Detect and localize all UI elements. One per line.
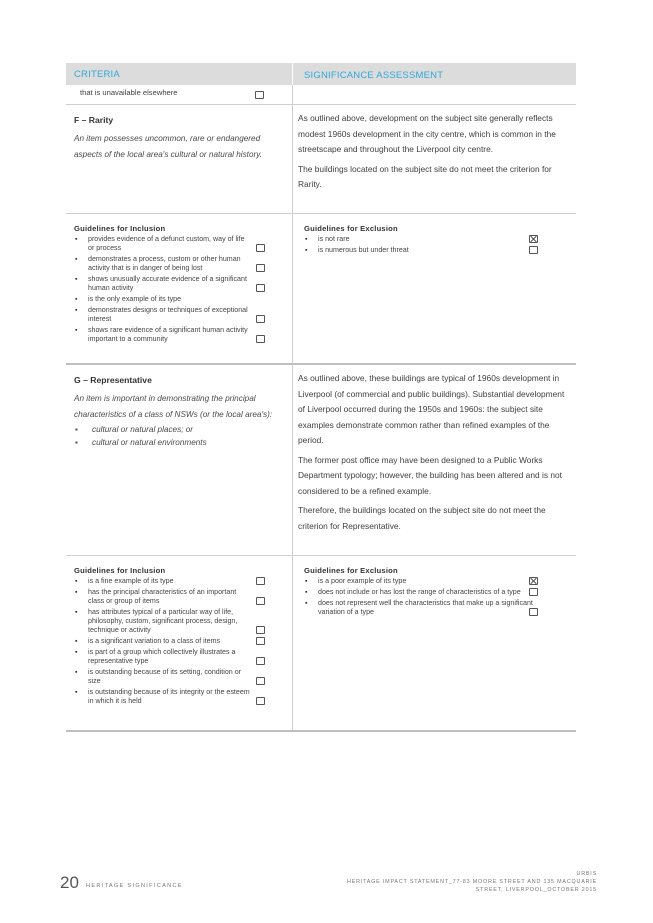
representative-exclusion-list xyxy=(304,577,576,617)
checkbox[interactable] xyxy=(256,284,265,292)
list-item: ▪ demonstrates a process, custom or other human activity that is in danger of being lost xyxy=(74,255,292,273)
list-item: ▪ does not represent well the characteristics that make up a significant variation of a type xyxy=(304,599,576,617)
representative-exclusion-title: Guidelines for Exclusion xyxy=(304,566,398,575)
representative-inclusion-title: Guidelines for Inclusion xyxy=(74,566,166,575)
footer-company: URBIS xyxy=(576,871,597,877)
checkbox[interactable] xyxy=(529,246,538,254)
list-item: ▪ demonstrates designs or techniques of exceptional interest xyxy=(74,306,292,324)
representative-guidelines-row xyxy=(66,556,576,732)
list-item: ▪ is numerous but under threat xyxy=(304,246,576,255)
criteria-table xyxy=(66,63,576,732)
list-item: ▪ cultural or natural environments xyxy=(74,436,288,449)
rarity-guidelines-row xyxy=(66,214,576,365)
list-item: ▪ has the principal characteristics of an important class or group of items xyxy=(74,588,292,606)
representative-row xyxy=(66,365,576,556)
footer-section: HERITAGE SIGNIFICANCE xyxy=(86,883,183,889)
checkbox[interactable] xyxy=(255,91,264,99)
checkbox[interactable] xyxy=(256,597,265,605)
list-item: ▪ shows unusually accurate evidence of a significant human activity xyxy=(74,275,292,293)
checkbox[interactable] xyxy=(256,577,265,585)
assessment-heading: SIGNIFICANCE ASSESSMENT xyxy=(304,70,444,81)
checkbox[interactable] xyxy=(256,315,265,323)
list-item: ▪ is outstanding because of its setting, condition or size xyxy=(74,668,292,686)
rarity-description: An item possesses uncommon, rare or endangered aspects of the local area's cultural or natural history. xyxy=(74,134,262,159)
footer-doc-line1: HERITAGE IMPACT STATEMENT_77-83 MOORE STREET AND 135 MACQUARIE xyxy=(347,879,597,885)
checkbox[interactable] xyxy=(529,608,538,616)
checkbox[interactable] xyxy=(256,244,265,252)
representative-description: An item is important in demonstrating the principal characteristics of a class of NSWs (or the local area's): xyxy=(74,394,273,419)
list-item: ▪ does not include or has lost the range of characteristics of a type xyxy=(304,588,576,597)
checkbox[interactable] xyxy=(256,637,265,645)
continuation-text: that is unavailable elsewhere xyxy=(80,88,178,97)
checkbox[interactable] xyxy=(529,588,538,596)
rarity-inclusion-title: Guidelines for Inclusion xyxy=(74,224,166,233)
representative-bullets xyxy=(74,423,288,449)
rarity-exclusion-list xyxy=(304,235,576,255)
checkbox[interactable] xyxy=(256,335,265,343)
continuation-row xyxy=(66,85,576,105)
representative-assessment-p1: As outlined above, these buildings are typical of 1960s development in Liverpool (of commercial and public buildings). Substantial development of Liverpool occurred during the 1950s and 1960s: the subject site examples demonstrate common rather than refined examples of the period. xyxy=(298,373,565,445)
representative-assessment-p2: The former post office may have been designed to a Public Works Department typology; however, the building has been altered and is not considered to be a refined example. xyxy=(298,454,562,496)
checkbox[interactable] xyxy=(256,264,265,272)
page-number: 20 xyxy=(60,873,79,892)
rarity-inclusion-list xyxy=(74,235,292,344)
checkbox[interactable] xyxy=(256,697,265,705)
rarity-assessment-p2: The buildings located on the subject site do not meet the criterion for Rarity. xyxy=(298,163,552,189)
list-item: ▪ is a poor example of its type xyxy=(304,577,576,586)
representative-inclusion-list xyxy=(74,577,292,706)
checkbox[interactable] xyxy=(256,657,265,665)
checkbox[interactable] xyxy=(256,677,265,685)
rarity-assessment-p1: As outlined above, development on the subject site generally reflects modest 1960s development in the city centre, which is common in the streetscape and throughout the Liverpool city centre. xyxy=(298,113,556,154)
list-item: ▪ is outstanding because of its integrity or the esteem in which it is held xyxy=(74,688,292,706)
rarity-row xyxy=(66,105,576,214)
list-item: ▪ is a fine example of its type xyxy=(74,577,292,586)
checkbox[interactable] xyxy=(256,626,265,634)
list-item: ▪ shows rare evidence of a significant human activity important to a community xyxy=(74,326,292,344)
list-item: ▪ is a significant variation to a class of items xyxy=(74,637,292,646)
table-header xyxy=(66,63,576,85)
rarity-exclusion-title: Guidelines for Exclusion xyxy=(304,224,398,233)
list-item: ▪ is part of a group which collectively illustrates a representative type xyxy=(74,648,292,666)
list-item: ▪ provides evidence of a defunct custom, way of life or process xyxy=(74,235,292,253)
checked-checkbox[interactable] xyxy=(529,577,538,585)
list-item: ▪ is the only example of its type xyxy=(74,295,292,304)
list-item: ▪ cultural or natural places; or xyxy=(74,423,288,436)
footer-doc-line2: STREET, LIVERPOOL_OCTOBER 2015 xyxy=(475,887,597,893)
representative-title: G – Representative xyxy=(74,375,152,385)
footer-document-info xyxy=(347,870,597,894)
criteria-heading: CRITERIA xyxy=(74,68,120,80)
list-item: ▪ is not rare xyxy=(304,235,576,244)
checked-checkbox[interactable] xyxy=(529,235,538,243)
list-item: ▪ has attributes typical of a particular way of life, philosophy, custom, significant process, design, technique or activity xyxy=(74,608,292,635)
rarity-title: F – Rarity xyxy=(74,115,114,125)
representative-assessment-p3: Therefore, the buildings located on the subject site do not meet the criterion for Representative. xyxy=(298,505,546,531)
